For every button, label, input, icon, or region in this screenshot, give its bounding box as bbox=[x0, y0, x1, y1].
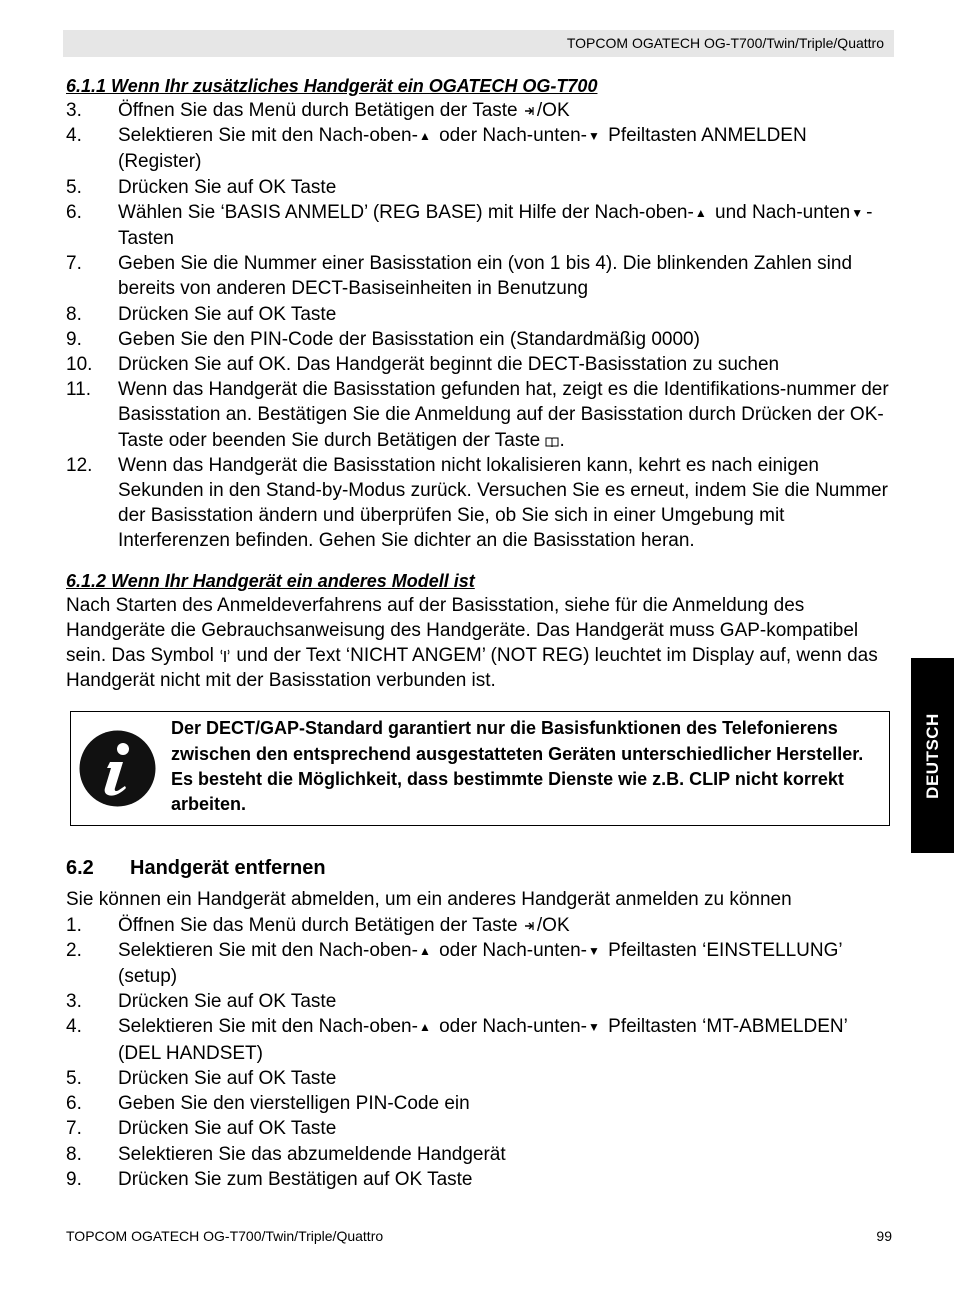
list-item: 3. Drücken Sie auf OK Taste bbox=[66, 991, 337, 1013]
list-item: 5. Drücken Sie auf OK Taste bbox=[66, 1067, 337, 1089]
list-item: 10. Drücken Sie auf OK. Das Handgerät beginnt die DECT-Basisstation zu suchen bbox=[66, 354, 780, 376]
up-arrow-icon: ▲ bbox=[418, 1020, 431, 1035]
header-title: TOPCOM OGATECH OG-T700/Twin/Triple/Quattro bbox=[566, 35, 884, 51]
header-bar bbox=[63, 30, 894, 57]
paragraph-612: Nach Starten des Anmeldeverfahrens auf der Basisstation, siehe für die Anmeldung des Handgeräte die Gebrauchsanweisung des Handgeräte. Das Handgerät muss GAP-kompatibel sein. Das Symbol und der Text ‘NICHT ANGEM’ (NOT REG) leuchtet im Display auf, wenn das Handgerät nicht mit der Basisstation verbunden ist. bbox=[66, 594, 878, 692]
up-arrow-icon: ▲ bbox=[694, 205, 707, 220]
down-arrow-icon: ▼ bbox=[587, 943, 600, 958]
steps-62 bbox=[66, 913, 892, 1192]
list-item: 7. Drücken Sie auf OK Taste bbox=[66, 1118, 337, 1140]
antenna-icon bbox=[219, 647, 231, 663]
list-item: 8. Selektieren Sie das abzumeldende Handgerät bbox=[66, 1143, 506, 1165]
list-item: 6. Geben Sie den vierstelligen PIN-Code ein bbox=[66, 1093, 470, 1115]
list-item: 8. Drücken Sie auf OK Taste bbox=[66, 303, 337, 325]
list-item: 5. Drücken Sie auf OK Taste bbox=[66, 176, 337, 198]
subsection-heading-612: 6.1.2 Wenn Ihr Handgerät ein anderes Modell ist bbox=[66, 570, 475, 591]
down-arrow-icon: ▼ bbox=[851, 205, 864, 220]
info-icon bbox=[79, 730, 156, 807]
list-item: 4. Selektieren Sie mit den Nach-oben-▲ oder Nach-unten-▼ Pfeiltasten ‘MT-ABMELDEN’ (DEL HANDSET) bbox=[66, 1016, 848, 1064]
down-arrow-icon: ▼ bbox=[587, 129, 600, 144]
menu-key-icon bbox=[523, 104, 537, 118]
list-item: 7. Geben Sie die Nummer einer Basisstation ein (von 1 bis 4). Die blinkenden Zahlen sind bereits von anderen DECT-Basiseinheiten in Benutzung bbox=[66, 253, 853, 300]
footer-title: TOPCOM OGATECH OG-T700/Twin/Triple/Quattro bbox=[66, 1228, 384, 1244]
list-item: 4. Selektieren Sie mit den Nach-oben-▲ oder Nach-unten-▼ Pfeiltasten ANMELDEN (Register) bbox=[66, 125, 807, 173]
page-number: 99 bbox=[876, 1228, 892, 1244]
up-arrow-icon: ▲ bbox=[418, 129, 431, 144]
section-title: Handgerät entfernen bbox=[130, 857, 326, 880]
intro-62: Sie können ein Handgerät abmelden, um ein anderes Handgerät anmelden zu können bbox=[66, 889, 792, 911]
language-tab-label: DEUTSCH bbox=[922, 712, 942, 799]
section-number: 6.2 bbox=[66, 857, 94, 880]
language-tab bbox=[911, 658, 954, 853]
info-box bbox=[70, 711, 890, 826]
page-content bbox=[66, 74, 892, 1192]
section-heading-62 bbox=[66, 855, 892, 881]
list-item: 9. Geben Sie den PIN-Code der Basisstation ein (Standardmäßig 0000) bbox=[66, 328, 700, 350]
list-item: 6. Wählen Sie ‘BASIS ANMELD’ (REG BASE) mit Hilfe der Nach-oben-▲ und Nach-unten▼ -Tasten bbox=[66, 201, 873, 250]
steps-611 bbox=[66, 98, 892, 554]
phonebook-icon bbox=[545, 436, 559, 448]
list-item: 3. Öffnen Sie das Menü durch Betätigen der Taste /OK bbox=[66, 100, 570, 121]
list-item: 9. Drücken Sie zum Bestätigen auf OK Taste bbox=[66, 1168, 473, 1190]
up-arrow-icon: ▲ bbox=[418, 943, 431, 958]
list-item: 1. Öffnen Sie das Menü durch Betätigen der Taste /OK bbox=[66, 914, 570, 936]
list-item: 2. Selektieren Sie mit den Nach-oben-▲ oder Nach-unten-▼ Pfeiltasten ‘EINSTELLUNG’ (setup) bbox=[66, 939, 842, 988]
menu-key-icon bbox=[523, 919, 537, 933]
down-arrow-icon: ▼ bbox=[587, 1020, 600, 1035]
list-item: 12. Wenn das Handgerät die Basisstation nicht lokalisieren kann, kehrt es nach einigen Sekunden in den Stand-by-Modus zurück. Versuchen Sie es erneut, indem Sie die Nummer der Basisstation ändern und überprüfen Sie, ob Sie sich in einer Umgebung mit Interferenzen befinden. Gehen Sie dichter an die Basisstation heran. bbox=[66, 454, 888, 552]
subsection-heading-611: 6.1.1 Wenn Ihr zusätzliches Handgerät ein OGATECH OG-T700 bbox=[66, 76, 598, 96]
info-text: Der DECT/GAP-Standard garantiert nur die Basisfunktionen des Telefonierens zwischen den entsprechend ausgestatteten Geräten unterschiedlicher Hersteller. Es besteht die Möglichkeit, dass bestimmte Dienste wie z.B. CLIP nicht korrekt arbeiten. bbox=[171, 718, 864, 815]
list-item: 11. Wenn das Handgerät die Basisstation gefunden hat, zeigt es die Identifikations-nummer der Basisstation an. Bestätigen Sie die Anmeldung auf der Basisstation durch Drücken der OK-Taste oder beenden Sie durch Betätigen der Taste . bbox=[66, 379, 889, 451]
